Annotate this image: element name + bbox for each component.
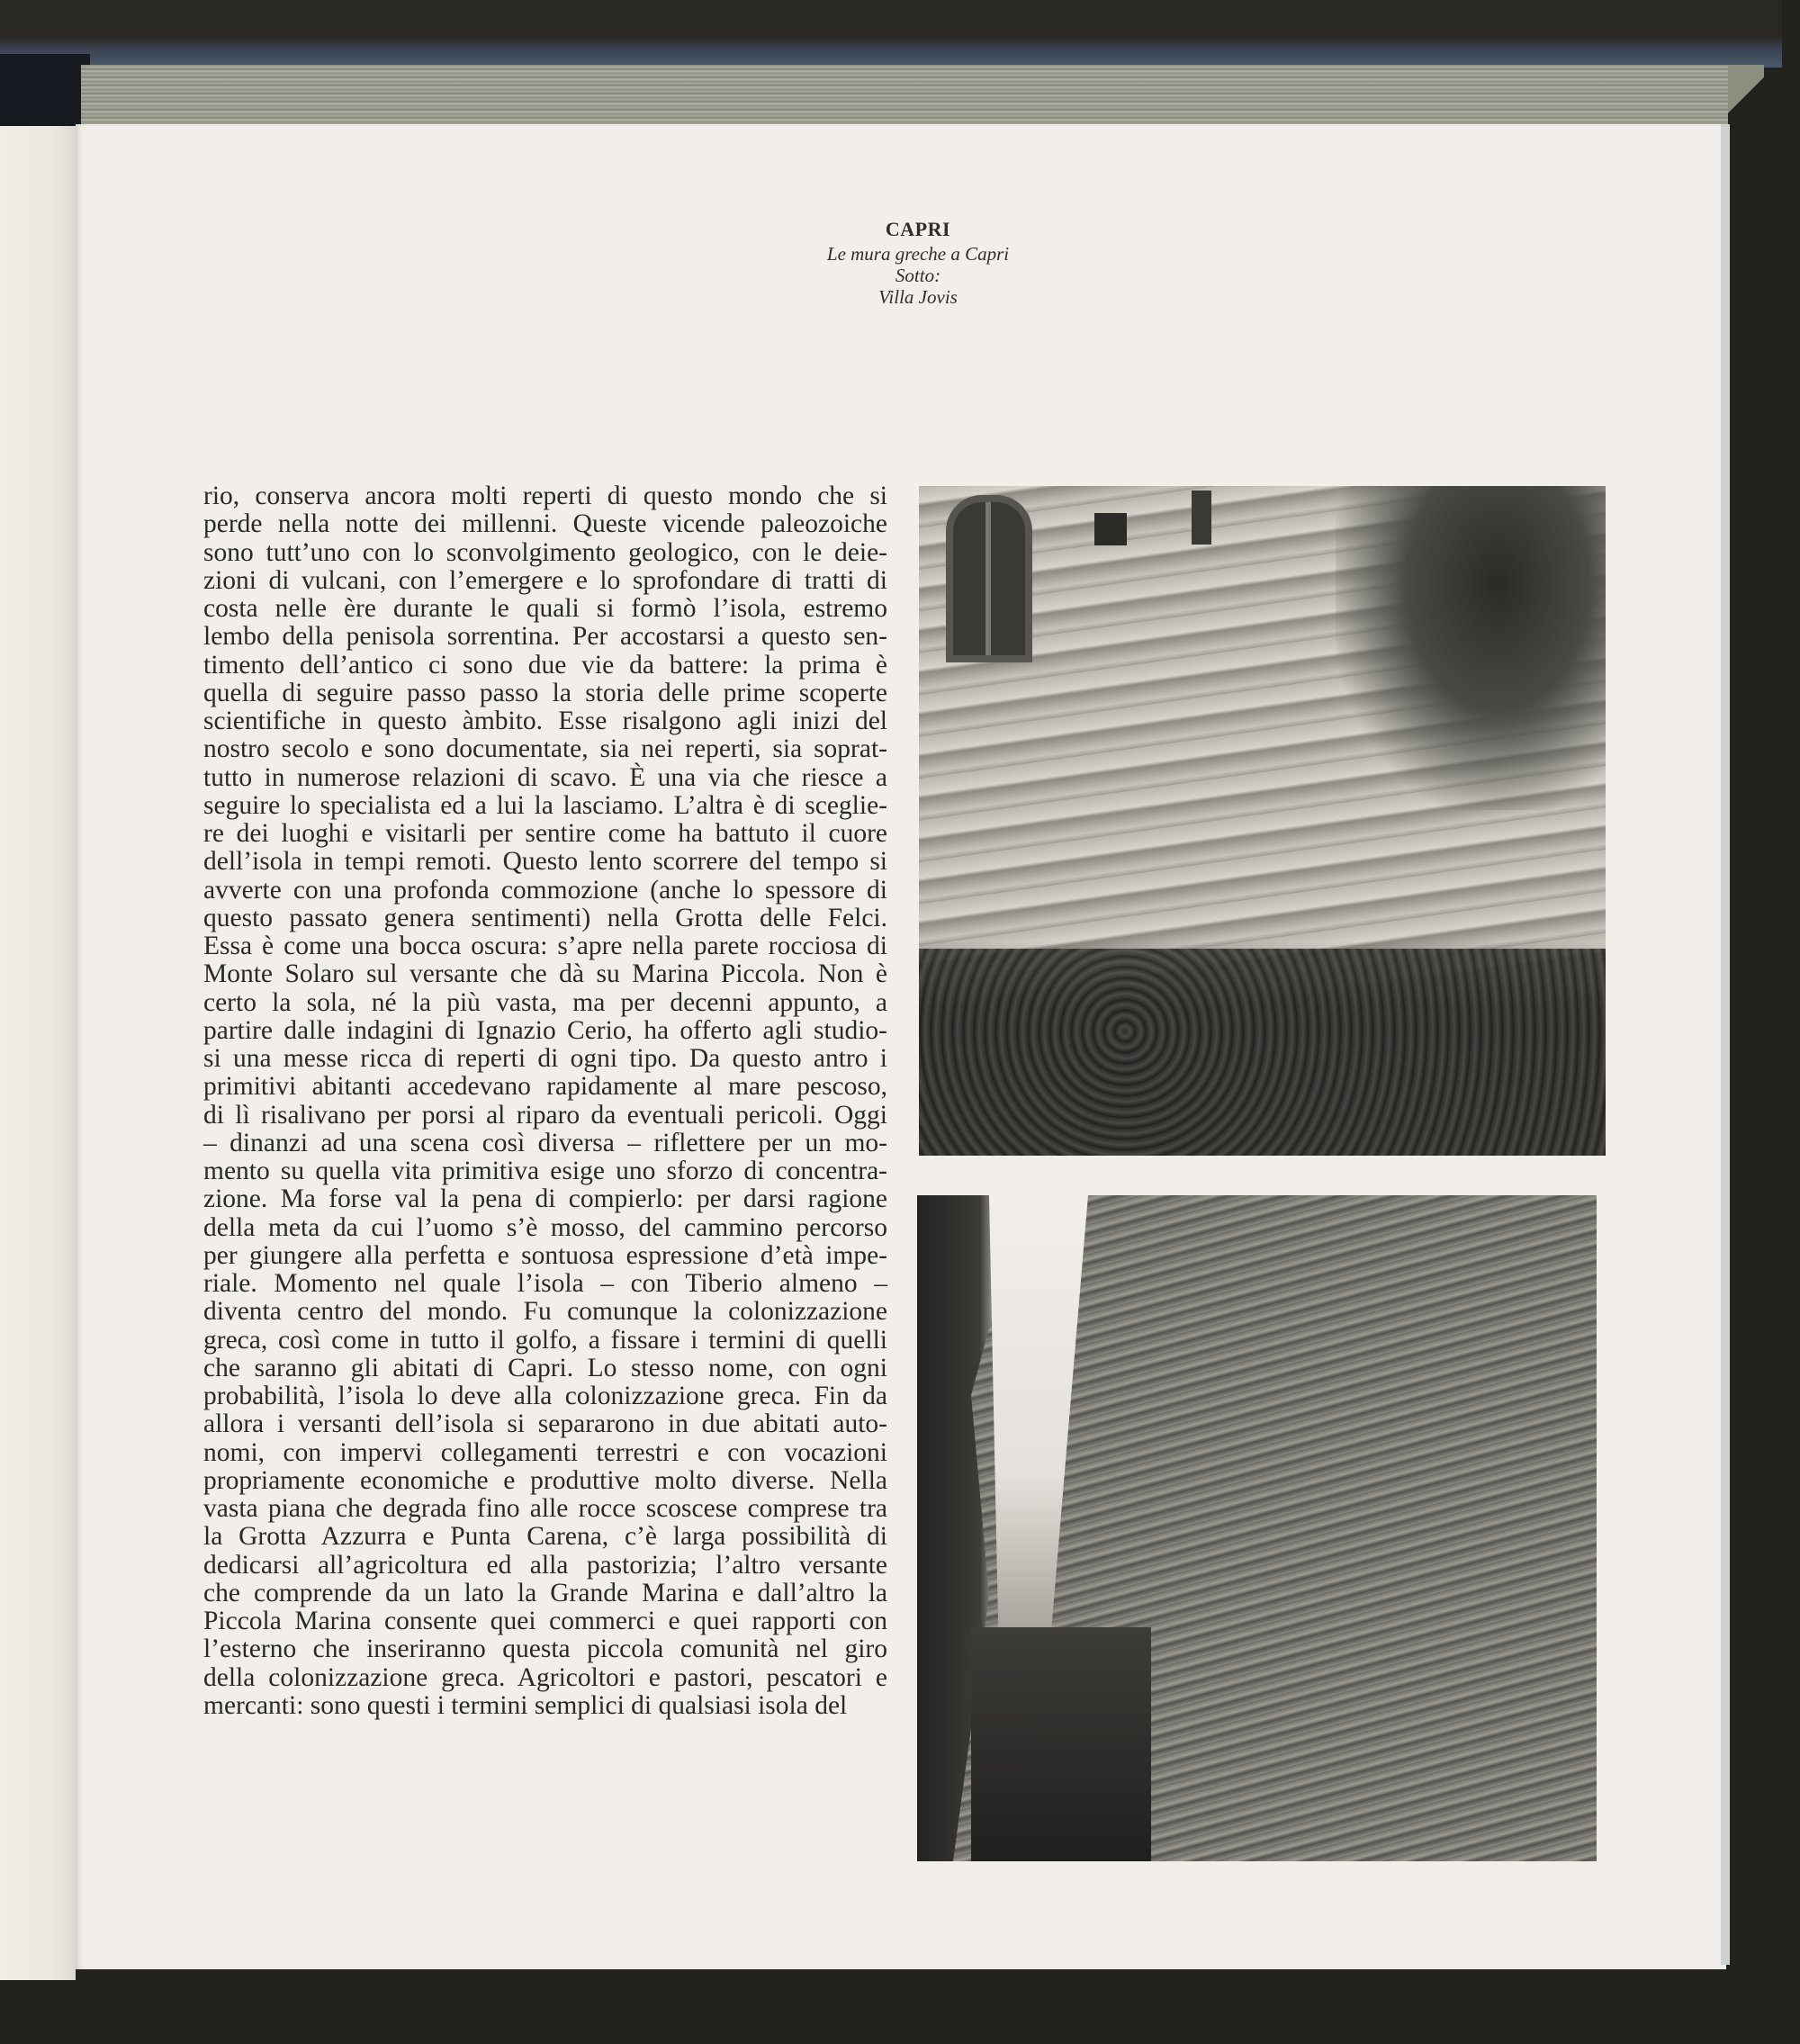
text-line: della meta da cui l’uomo s’è mosso, del cammino percorso	[203, 1212, 887, 1242]
text-line: probabilità, l’isola lo deve alla colonizzazione greca. Fin da	[203, 1382, 887, 1410]
text-line: che saranno gli abitati di Capri. Lo stesso nome, con ogni	[203, 1353, 887, 1382]
text-line: costa nelle ère durante le quali si formò l’isola, estremo	[203, 594, 887, 623]
text-line: perde nella notte dei millenni. Queste vicende paleozoiche	[203, 509, 887, 539]
text-line: Essa è come una bocca oscura: s’apre nella parete rocciosa di	[203, 932, 887, 960]
book-cover-top	[0, 0, 1782, 68]
text-line: per giungere alla perfetta e sontuosa espressione d’età impe-	[203, 1240, 887, 1270]
tree-foliage	[1336, 486, 1606, 810]
photo-greek-walls	[919, 486, 1606, 1156]
caption-line: Sotto:	[895, 265, 941, 286]
text-line: propriamente economiche e produttive molto diverse. Nella	[203, 1465, 887, 1495]
small-window	[1094, 513, 1127, 545]
text-line: re dei luoghi e visitarli per sentire come ha battuto il cuore	[203, 819, 887, 848]
text-line: Monte Solaro sul versante che dà su Marina Piccola. Non è	[203, 959, 887, 989]
text-line: Piccola Marina consente quei commerci e quei rapporti con	[203, 1607, 887, 1635]
photo-villa-jovis	[917, 1195, 1597, 1861]
body-text-column	[203, 482, 887, 1720]
caption-line: Le mura greche a Capri	[826, 243, 1010, 265]
text-line: certo la sola, né la più vasta, ma per decenni appunto, a	[203, 987, 887, 1017]
text-line: allora i versanti dell’isola si separarono in due abitati auto-	[203, 1409, 887, 1439]
text-line: nostro secolo e sono documentate, sia nei reperti, sia soprat-	[203, 734, 887, 764]
small-window	[1192, 491, 1211, 545]
text-line: seguire lo specialista ed a lui la lasciamo. L’altra è di sceglie-	[203, 790, 887, 820]
text-line: zioni di vulcani, con l’emergere e lo sprofondare di tratti di	[203, 565, 887, 595]
text-line: vasta piana che degrada fino alle rocce scoscese comprese tra	[203, 1494, 887, 1523]
page-header	[765, 216, 1071, 308]
text-line: la Grotta Azzurra e Punta Carena, c’è larga possibilità di	[203, 1522, 887, 1552]
text-line: che comprende da un lato la Grande Marina e dall’altro la	[203, 1578, 887, 1607]
text-line: della colonizzazione greca. Agricoltori e pastori, pescatori e	[203, 1662, 887, 1692]
page-stack-edges	[81, 65, 1728, 128]
shrubs	[919, 949, 1606, 1156]
book-binding	[0, 54, 90, 126]
text-line: rio, conserva ancora molti reperti di questo mondo che si	[203, 482, 887, 510]
text-line: scientifiche in questo àmbito. Esse risalgono agli inizi del	[203, 707, 887, 735]
text-line: timento dell’antico ci sono due vie da battere: la prima è	[203, 650, 887, 680]
text-line: si una messe ricca di reperti di ogni tipo. Da questo antro i	[203, 1044, 887, 1073]
left-page-margin	[0, 126, 76, 1980]
text-line: sono tutt’uno con lo sconvolgimento geologico, con le deie-	[203, 537, 887, 567]
text-line: riale. Momento nel quale l’isola – con Tiberio almeno –	[203, 1269, 887, 1298]
text-line: questo passato genera sentimenti) nella Grotta delle Felci.	[203, 903, 887, 932]
text-line: primitivi abitanti accedevano rapidamente al mare pescoso,	[203, 1072, 887, 1102]
text-line: mento su quella vita primitiva esige uno sforzo di concentra-	[203, 1157, 887, 1185]
text-line: lembo della penisola sorrentina. Per accostarsi a questo sen-	[203, 622, 887, 652]
text-line: dell’isola in tempi remoti. Questo lento scorrere del tempo si	[203, 847, 887, 877]
text-line: l’esterno che inseriranno questa piccola comunità nel giro	[203, 1634, 887, 1664]
text-line: diventa centro del mondo. Fu comunque la colonizzazione	[203, 1297, 887, 1327]
text-line: tutto in numerose relazioni di scavo. È una via che riesce a	[203, 762, 887, 792]
text-line: – dinanzi ad una scena così diversa – riflettere per un mo-	[203, 1128, 887, 1157]
page-title: CAPRI	[885, 218, 951, 240]
path-shadow	[971, 1627, 1151, 1861]
text-line: avverte con una profonda commozione (anche lo spessore di	[203, 875, 887, 905]
arched-window	[946, 495, 1032, 662]
text-line: nomi, con impervi collegamenti terrestri e con vocazioni	[203, 1437, 887, 1467]
text-line: quella di seguire passo passo la storia delle prime scoperte	[203, 678, 887, 707]
page-right-edge	[1721, 124, 1730, 1965]
text-line: partire dalle indagini di Ignazio Cerio, ha offerto agli studio-	[203, 1015, 887, 1045]
text-line: zione. Ma forse val la pena di compierlo: per darsi ragione	[203, 1184, 887, 1214]
sky-gap	[989, 1195, 1088, 1663]
text-line: mercanti: sono questi i termini semplici di qualsiasi isola del	[203, 1690, 848, 1720]
caption-line: Villa Jovis	[878, 286, 958, 308]
text-line: greca, così come in tutto il golfo, a fissare i termini di quelli	[203, 1325, 887, 1355]
text-line: di lì risalivano per porsi al riparo da eventuali pericoli. Oggi	[203, 1100, 887, 1130]
text-line: dedicarsi all’agricoltura ed alla pastorizia; l’altro versante	[203, 1550, 887, 1580]
